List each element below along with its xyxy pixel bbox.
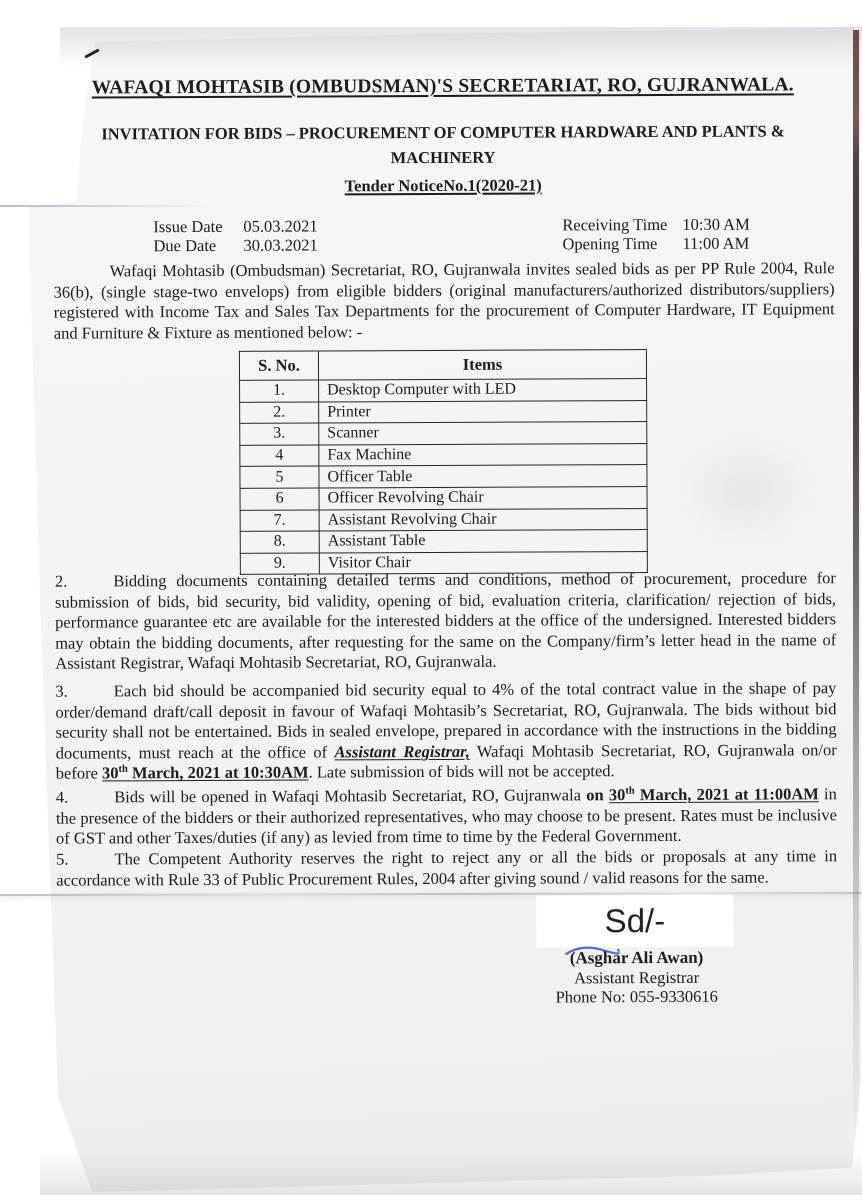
paragraph-4-text-1: Bids will be opened in Wafaqi Mohtasib Secretariat, RO, Gujranwala xyxy=(114,785,586,806)
submission-deadline xyxy=(102,763,309,783)
paragraph-2-text: Bidding documents containing detailed terms and conditions, method of procurement, procedure for submission of bids, bid security, bid validity, opening of bid, evaluation criteria, clarification/ rejection of bids, performance guarantee etc are available for the interested bidders at the office of the undersigned. Interested bidders may obtain the bidding documents, after requesting for the same on the Company/firm’s letter head in the name of Assistant Registrar, Wafaqi Mohtasib Secretariat, RO, Gujranwala. xyxy=(55,568,836,673)
item-sno: 3. xyxy=(240,423,319,445)
table-row xyxy=(240,400,647,423)
table-row xyxy=(240,379,647,402)
paragraph-3 xyxy=(55,678,836,784)
item-name: Visitor Chair xyxy=(319,551,647,574)
signatory-phone: Phone No: 055-9330616 xyxy=(482,986,792,1007)
column-header-sno: S. No. xyxy=(239,351,318,380)
paragraph-5-number: 5. xyxy=(56,850,68,869)
deadline-ordinal: th xyxy=(118,764,127,775)
receiving-time-value: 10:30 AM xyxy=(682,215,749,234)
opening-deadline xyxy=(609,784,819,804)
opening-time-label: Opening Time xyxy=(562,234,657,253)
items-table xyxy=(239,349,648,575)
opening-day: 30 xyxy=(609,785,626,804)
table-header-row xyxy=(239,350,646,381)
item-sno: 8. xyxy=(240,531,319,553)
item-name: Assistant Revolving Chair xyxy=(319,508,647,531)
item-sno: 5 xyxy=(240,466,319,488)
document-title: WAFAQI MOHTASIB (OMBUDSMAN)'S SECRETARIAT, RO, GUJRANWALA. xyxy=(53,74,833,99)
paragraph-2-number: 2. xyxy=(55,572,67,591)
signatory-designation: Assistant Registrar xyxy=(482,967,792,988)
item-name: Officer Table xyxy=(319,465,647,488)
table-row xyxy=(240,465,647,488)
paragraph-4-text-2: in the presence of the bidders or their authorized representatives, who may choose to be present. Rates must be inclusive of GST and other Taxes/duties (if any) as levied from time to time by the Federal Government. xyxy=(56,784,837,848)
item-sno: 1. xyxy=(240,380,319,402)
table-row xyxy=(240,487,647,510)
document-subtitle xyxy=(53,118,833,171)
item-name: Desktop Computer with LED xyxy=(319,379,647,402)
table-row xyxy=(240,508,647,531)
item-sno: 2. xyxy=(240,402,319,424)
item-name: Assistant Table xyxy=(319,530,647,553)
column-header-items: Items xyxy=(318,350,646,380)
paragraph-3-number: 3. xyxy=(55,682,67,701)
tender-notice-number: Tender NoticeNo.1(2020-21) xyxy=(53,174,833,197)
paragraph-3-text-3: . Late submission of bids will not be accepted. xyxy=(309,762,615,782)
subtitle-line-1: INVITATION FOR BIDS – PROCUREMENT OF COMPUTER HARDWARE AND PLANTS & xyxy=(101,121,784,143)
intro-paragraph: Wafaqi Mohtasib (Ombudsman) Secretariat, RO, Gujranwala invites sealed bids as per PP Rule 2004, Rule 36(b), (single stage-two envelops) from eligible bidders (original manufacturers/authorized distributors/suppliers) registered with Income Tax and Sales Tax Departments for the procurement of Computer Hardware, IT Equipment and Furniture & Fixture as mentioned below: - xyxy=(54,258,835,344)
paragraph-4 xyxy=(56,784,837,849)
opening-on-word: on xyxy=(586,785,609,804)
paragraph-4-number: 4. xyxy=(56,788,68,807)
sd-label: Sd/- xyxy=(605,902,666,940)
sd-signature-patch xyxy=(536,895,733,948)
table-row xyxy=(240,530,647,553)
issue-date-label: Issue Date xyxy=(153,217,222,236)
item-sno: 9. xyxy=(240,553,319,575)
paragraph-2 xyxy=(55,568,836,674)
paragraph-5 xyxy=(56,846,837,891)
due-date-value: 30.03.2021 xyxy=(243,235,317,254)
opening-rest: March, 2021 at 11:00AM xyxy=(635,784,819,804)
item-name: Scanner xyxy=(319,422,647,445)
item-sno: 6 xyxy=(240,488,319,510)
item-name: Printer xyxy=(319,400,647,423)
item-sno: 4 xyxy=(240,445,319,467)
paragraph-5-text: The Competent Authority reserves the right to reject any or all the bids or proposals at any time in accordance with Rule 33 of Public Procurement Rules, 2004 after giving sound / valid reasons for the same. xyxy=(56,846,837,889)
item-sno: 7. xyxy=(240,510,319,532)
signatory-name: (Asghar Ali Awan) xyxy=(482,947,792,968)
item-name: Officer Revolving Chair xyxy=(319,487,647,510)
deadline-day: 30 xyxy=(102,764,119,783)
due-date-label: Due Date xyxy=(153,236,216,255)
opening-ordinal: th xyxy=(625,786,634,797)
paragraph-3-text-1: Each bid should be accompanied bid security equal to 4% of the total contract value in the shape of pay order/demand draft/call deposit in favour of Wafaqi Mohtasib’s Secretariat, RO, Gujranwala. The bids without bid security shall not be entertained. Bids in sealed envelope, prepared in accordance with the instructions in the bidding documents, must reach at the office of xyxy=(55,678,836,762)
item-name: Fax Machine xyxy=(319,443,647,466)
table-row xyxy=(240,443,647,466)
paragraph-3-text-2: Wafaqi Mohtasib Secretariat, RO, Gujranwala on/or before xyxy=(56,740,837,783)
receiving-time-label: Receiving Time xyxy=(562,215,667,234)
deadline-rest: March, 2021 at 10:30AM xyxy=(128,763,309,783)
opening-time-value: 11:00 AM xyxy=(682,234,749,253)
issue-date-value: 05.03.2021 xyxy=(243,216,317,235)
subtitle-line-2: MACHINERY xyxy=(391,148,496,167)
assistant-registrar-emphasis: Assistant Registrar, xyxy=(334,742,469,762)
table-row xyxy=(240,422,647,445)
